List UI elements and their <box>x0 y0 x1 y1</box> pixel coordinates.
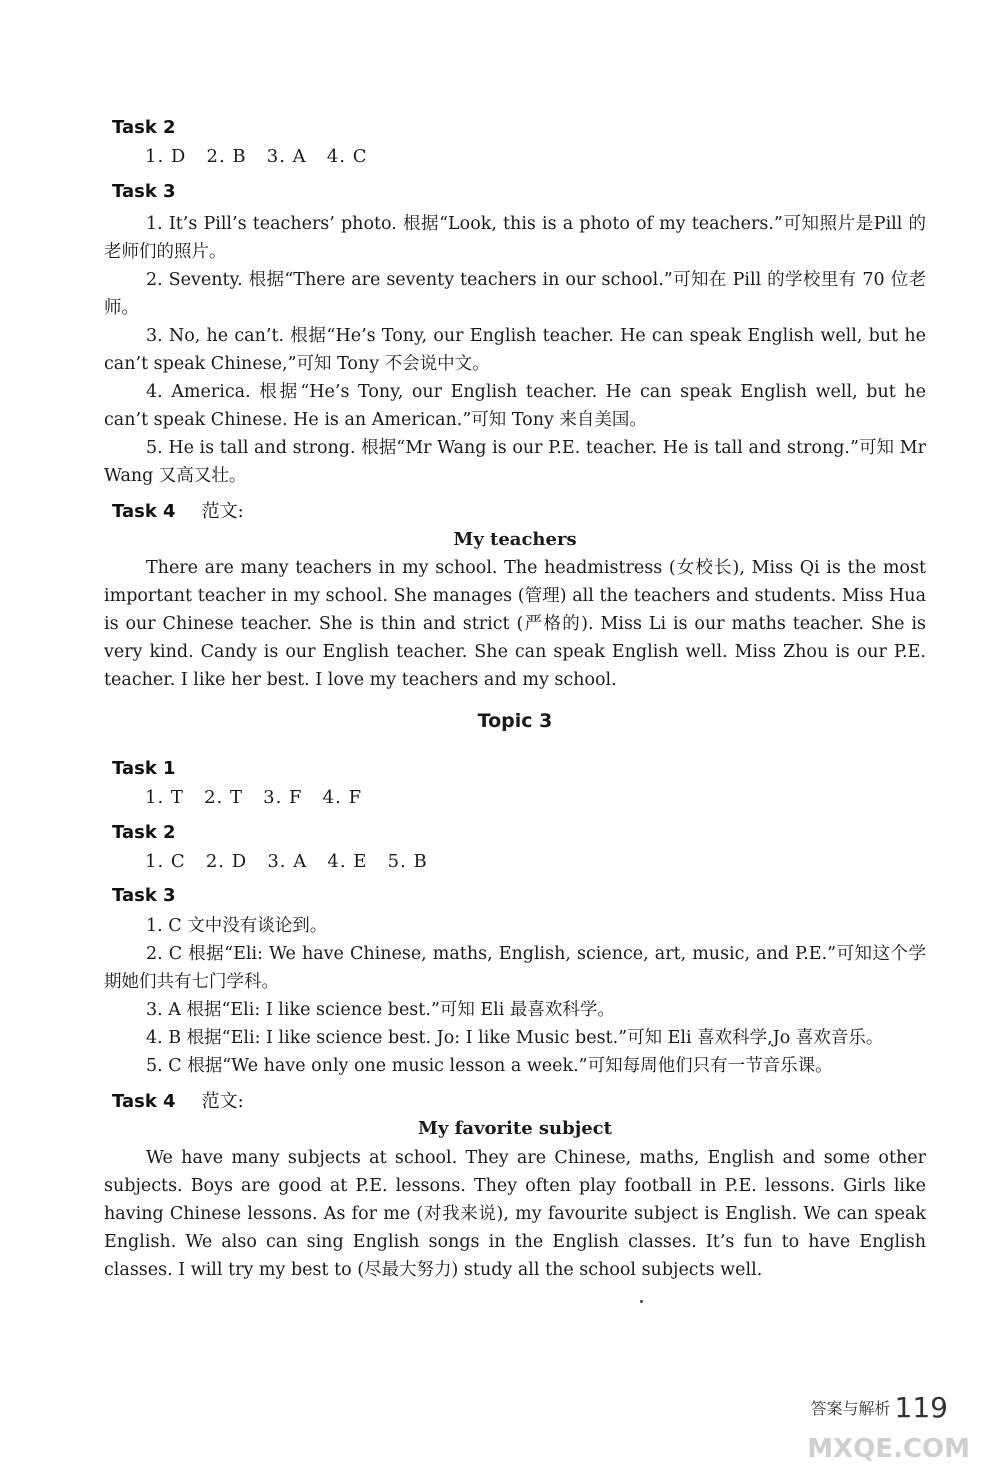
task-3-label: Task 3 <box>112 181 176 202</box>
footer-label: 答案与解析 <box>810 1399 891 1418</box>
sample-essay-label: 范文: <box>201 501 244 522</box>
topic3-task-4-label-text: Task 4 <box>112 1091 176 1112</box>
topic3-task-3-label: Task 3 <box>112 885 176 906</box>
essay-title-my-teachers: My teachers <box>453 529 577 550</box>
task-2-label: Task 2 <box>112 117 176 138</box>
topic3-task-3-item-2: 2. C 根据“Eli: We have Chinese, maths, English, science, art, music, and P.E.”可知这个学期她们共有七门学科。 <box>104 944 926 992</box>
task-3-item-1: 1. It’s Pill’s teachers’ photo. 根据“Look, this is a photo of my teachers.”可知照片是Pill 的老师们的照片。 <box>104 214 926 262</box>
topic3-task-1-label: Task 1 <box>112 758 176 779</box>
topic3-task-2-answers: 1. C 2. D 3. A 4. E 5. B <box>145 851 428 872</box>
site-watermark: MXQE.COM <box>807 1434 970 1464</box>
essay-title-my-favorite-subject: My favorite subject <box>418 1118 612 1139</box>
topic-3-heading: Topic 3 <box>477 710 553 732</box>
topic3-task-3-item-4: 4. B 根据“Eli: I like science best. Jo: I like Music best.”可知 Eli 喜欢科学,Jo 喜欢音乐。 <box>146 1028 884 1048</box>
page-number: 119 <box>894 1391 948 1424</box>
task-3-item-3: 3. No, he can’t. 根据“He’s Tony, our English teacher. He can speak English well, but he can’t speak Chinese,”可知 Tony 不会说中文。 <box>104 326 926 374</box>
task-3-item-2: 2. Seventy. 根据“There are seventy teachers in our school.”可知在 Pill 的学校里有 70 位老师。 <box>104 270 926 318</box>
task-4-label <box>112 497 244 523</box>
task-4-label-text: Task 4 <box>112 501 176 522</box>
topic3-task-1-answers: 1. T 2. T 3. F 4. F <box>145 787 363 808</box>
essay-body-my-favorite-subject: We have many subjects at school. They are Chinese, maths, English and some other subjects. Boys are good at P.E. lessons. They often play football in P.E. lessons. Girls like having Chinese lessons. As for me (对我来说), my favourite subject is English. We can speak English. We also can sing English songs in the English classes. It’s fun to have English classes. I will try my best to (尽最大努力) study all the school subjects well. <box>104 1148 926 1280</box>
topic3-task-3-item-5: 5. C 根据“We have only one music lesson a week.”可知每周他们只有一节音乐课。 <box>146 1056 833 1076</box>
stray-dot <box>640 1300 643 1303</box>
topic3-task-4-label <box>112 1087 244 1113</box>
task-3-item-5: 5. He is tall and strong. 根据“Mr Wang is our P.E. teacher. He is tall and strong.”可知 Mr Wang 又高又壮。 <box>104 438 926 486</box>
topic3-sample-essay-label: 范文: <box>201 1091 244 1112</box>
topic3-task-2-label: Task 2 <box>112 822 176 843</box>
task-2-answers: 1. D 2. B 3. A 4. C <box>145 146 368 167</box>
page-footer <box>811 1391 948 1424</box>
topic3-task-3-item-1: 1. C 文中没有谈论到。 <box>146 916 328 936</box>
task-3-item-4: 4. America. 根据“He’s Tony, our English teacher. He can speak English well, but he can’t speak Chinese. He is an American.”可知 Tony 来自美国。 <box>104 382 926 430</box>
essay-body-my-teachers: There are many teachers in my school. The headmistress (女校长), Miss Qi is the most important teacher in my school. She manages (管理) all the teachers and students. Miss Hua is our Chinese teacher. She is thin and strict (严格的). Miss Li is our maths teacher. She is very kind. Candy is our English teacher. She can speak English well. Miss Zhou is our P.E. teacher. I like her best. I love my teachers and my school. <box>104 558 926 690</box>
topic3-task-3-item-3: 3. A 根据“Eli: I like science best.”可知 Eli 最喜欢科学。 <box>146 1000 615 1020</box>
